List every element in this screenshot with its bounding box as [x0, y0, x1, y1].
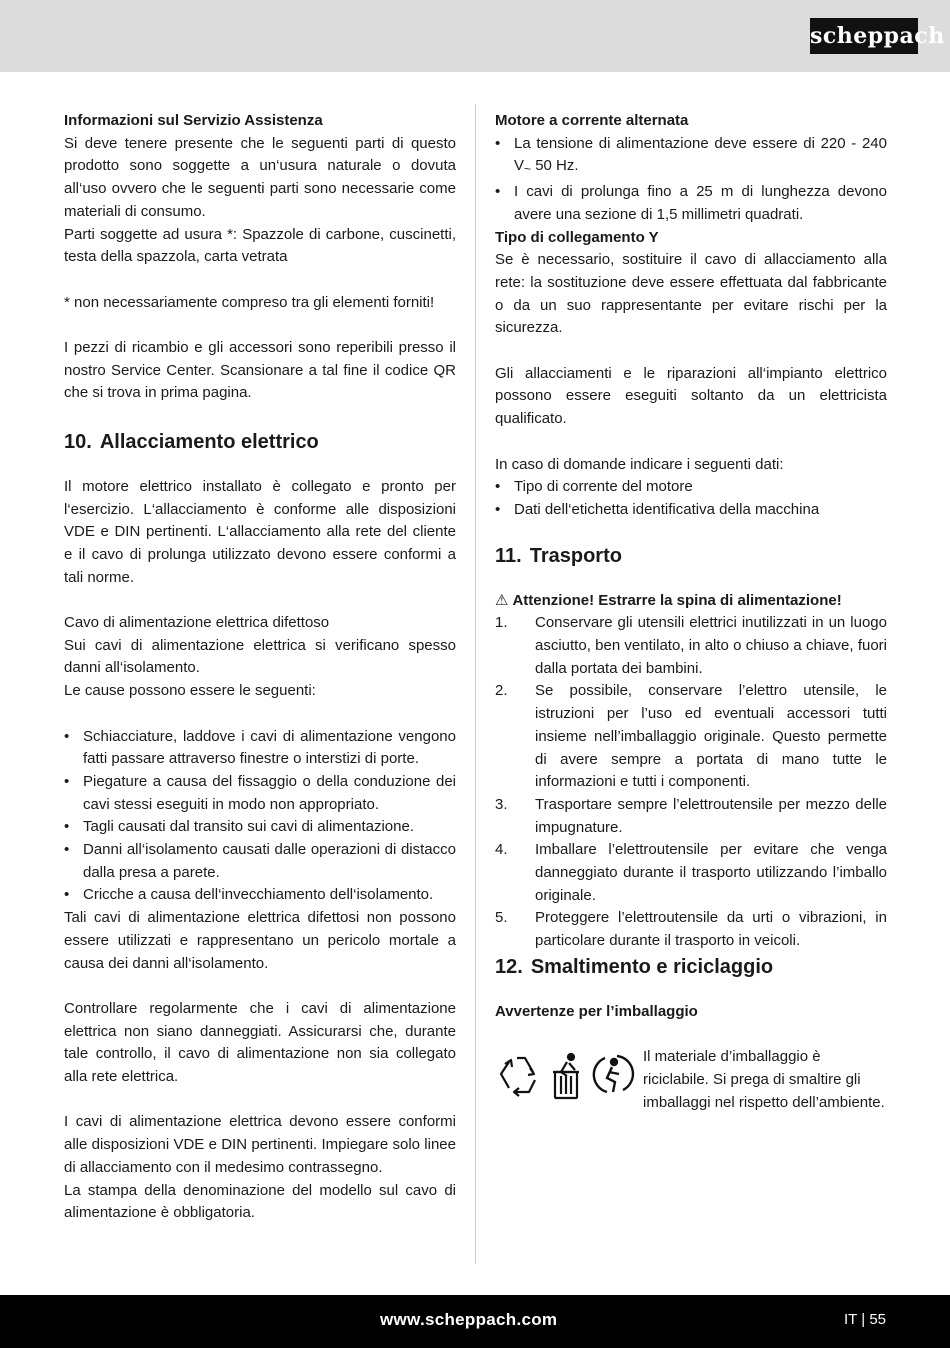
defect-paragraph-3: Tali cavi di alimentazione elettrica difettosi non possono essere utilizzati e rappresentano un pericolo mortale a causa dei danni all‘isolamento. [64, 909, 456, 972]
query-paragraph: In caso di domande indicare i seguenti dati: [495, 455, 784, 473]
warning-line [495, 590, 887, 613]
list-item: • Piegature a causa del fissaggio o della conduzione dei cavi stessi eseguiti in modo non appropriato. [64, 771, 456, 816]
service-paragraph-2: Parti soggette ad usura *: Spazzole di carbone, cuscinetti, testa della spazzola, carta vetrata [64, 225, 456, 266]
header-bar [0, 0, 950, 72]
ac-item-1-frequency: 50 Hz. [531, 157, 579, 175]
recycle-icon [501, 1058, 535, 1096]
list-item: • Danni all‘isolamento causati dalle operazioni di distacco dalla presa a parete. [64, 839, 456, 884]
list-item: • Cricche a causa dell‘invecchiamento dell‘isolamento. [64, 884, 456, 907]
list-item: • I cavi di prolunga fino a 25 m di lunghezza devono avere una sezione di 1,5 millimetri quadrati. [495, 181, 887, 226]
ac-motor-list [495, 133, 887, 227]
section-10-paragraph: Il motore elettrico installato è collegato e pronto per l‘esercizio. L‘allacciamento è conforme alle disposizioni VDE e DIN pertinenti. L‘allacciamento alla rete del cliente e il cavo di prolunga utilizzato devono essere conformi a tali norme. [64, 477, 456, 586]
list-item [495, 133, 887, 181]
packaging-title: Avvertenze per l’imballaggio [495, 1002, 698, 1020]
item-number: 3. [495, 795, 508, 813]
section-11-title: Trasporto [529, 544, 622, 567]
list-item: • Tagli causati dal transito sui cavi di alimentazione. [64, 816, 456, 839]
control-paragraph: Controllare regolarmente che i cavi di alimentazione elettrica non siano danneggiati. Assicurarsi che, durante tale controllo, il cavo di alimentazione non sia collegato alla rete elettrica. [64, 999, 456, 1086]
service-note: * non necessariamente compreso tra gli elementi forniti! [64, 293, 435, 311]
y-paragraph-1: Se è necessario, sostituire il cavo di allacciamento alla rete: la sostituzione deve essere effettuata dal fabbricante o da un suo rappresentante per evitare rischi per la sicurezza. [495, 251, 887, 337]
packaging-block [495, 1046, 887, 1116]
cable-paragraph-1: I cavi di alimentazione elettrica devono essere conformi alle disposizioni VDE e DIN pertinenti. Impiegare solo linee di allacciamento con il medesimo contrassegno. [64, 1113, 456, 1176]
list-item: • Dati dell‘etichetta identificativa della macchina [495, 499, 887, 522]
list-item [495, 907, 887, 952]
section-10-heading [64, 428, 456, 456]
list-item: • Schiacciature, laddove i cavi di alimentazione vengono fatti passare attraverso finestre o interstizi di porte. [64, 726, 456, 771]
list-item [495, 612, 887, 680]
recycling-icons [495, 1046, 641, 1106]
page-indicator [844, 1311, 886, 1328]
y-paragraph-2: Gli allacciamenti e le riparazioni all‘impianto elettrico possono essere eseguiti soltanto da un elettricista qualificato. [495, 364, 887, 428]
item-text: Proteggere l’elettroutensile da urti o vibrazioni, in particolare durante il trasporto in veicoli. [535, 909, 887, 950]
packaging-text: Il materiale d’imballaggio è riciclabile. Si prega di smaltire gli imballaggi nel rispetto dell’ambiente. [643, 1048, 885, 1111]
warning-text: Attenzione! Estrarre la spina di alimentazione! [512, 591, 842, 609]
list-item [495, 680, 887, 794]
ac-symbol: ~ [524, 162, 532, 177]
item-text: Trasportare sempre l’elettroutensile per mezzo delle impugnature. [535, 795, 887, 836]
footer-bar [0, 1295, 950, 1348]
y-connection-title: Tipo di collegamento Y [495, 228, 659, 246]
section-10-number: 10. [64, 430, 92, 453]
ac-motor-title: Motore a corrente alternata [495, 112, 689, 129]
language-code: IT [844, 1311, 858, 1328]
section-11-number: 11. [495, 544, 522, 567]
item-number: 4. [495, 841, 508, 859]
footer-separator: | [861, 1311, 866, 1328]
service-paragraph-3: I pezzi di ricambio e gli accessori sono reperibili presso il nostro Service Center. Scansionare a tal fine il codice QR che si trova in prima pagina. [64, 339, 456, 402]
page-number: 55 [869, 1311, 886, 1328]
list-item: • Tipo di corrente del motore [495, 476, 887, 499]
service-title: Informazioni sul Servizio Assistenza [64, 112, 323, 129]
defect-title: Cavo di alimentazione elettrica difettoso [64, 614, 330, 631]
column-divider [475, 104, 476, 1264]
defect-paragraph-1: Sui cavi di alimentazione elettrica si verificano spesso danni all‘isolamento. [64, 636, 456, 677]
transport-list [495, 612, 887, 953]
section-12-heading [495, 953, 887, 981]
scheppach-logo: scheppach [810, 18, 918, 54]
item-number: 2. [495, 682, 508, 700]
item-number: 5. [495, 909, 508, 927]
right-column [495, 110, 887, 1116]
defect-causes-list [64, 726, 456, 908]
defect-paragraph-2: Le cause possono essere le seguenti: [64, 682, 316, 700]
item-text: Conservare gli utensili elettrici inutilizzati in un luogo asciutto, ben ventilato, in alto o chiuso a chiave, fuori dalla portata dei bambini. [535, 614, 887, 677]
warning-icon: ⚠ [495, 591, 509, 609]
service-paragraph-1: Si deve tenere presente che le seguenti parti di questo prodotto sono soggette a un‘usura naturale o dovuta all‘uso ovvero che le seguenti parti sono necessarie come materiali di consumo. [64, 134, 456, 220]
item-text: Imballare l’elettroutensile per evitare che venga danneggiato durante il trasporto utilizzando l’imballo originale. [535, 841, 887, 904]
section-12-title: Smaltimento e riciclaggio [530, 955, 774, 978]
item-text: Se possibile, conservare l’elettro utensile, le istruzioni per l’uso ed eventuali accessori tutti insieme nell’imballaggio originale. Questo permette di avere sempre a portata di mano tutte le informazioni e tutti i componenti. [535, 682, 887, 791]
query-list [495, 476, 887, 521]
list-item [495, 839, 887, 907]
ac-item-1-text: La tensione di alimentazione deve essere di 220 - 240 V [514, 134, 887, 175]
section-10-title: Allacciamento elettrico [99, 430, 319, 453]
person-recycle-icon [594, 1056, 633, 1092]
left-column [64, 110, 456, 1225]
section-12-number: 12. [495, 955, 523, 978]
list-item [495, 794, 887, 839]
cable-paragraph-2: La stampa della denominazione del modello sul cavo di alimentazione è obbligatoria. [64, 1181, 456, 1222]
section-11-heading [495, 542, 887, 570]
footer-website-link[interactable]: www.scheppach.com [380, 1310, 558, 1329]
bin-icon [553, 1054, 579, 1098]
item-number: 1. [495, 614, 508, 632]
